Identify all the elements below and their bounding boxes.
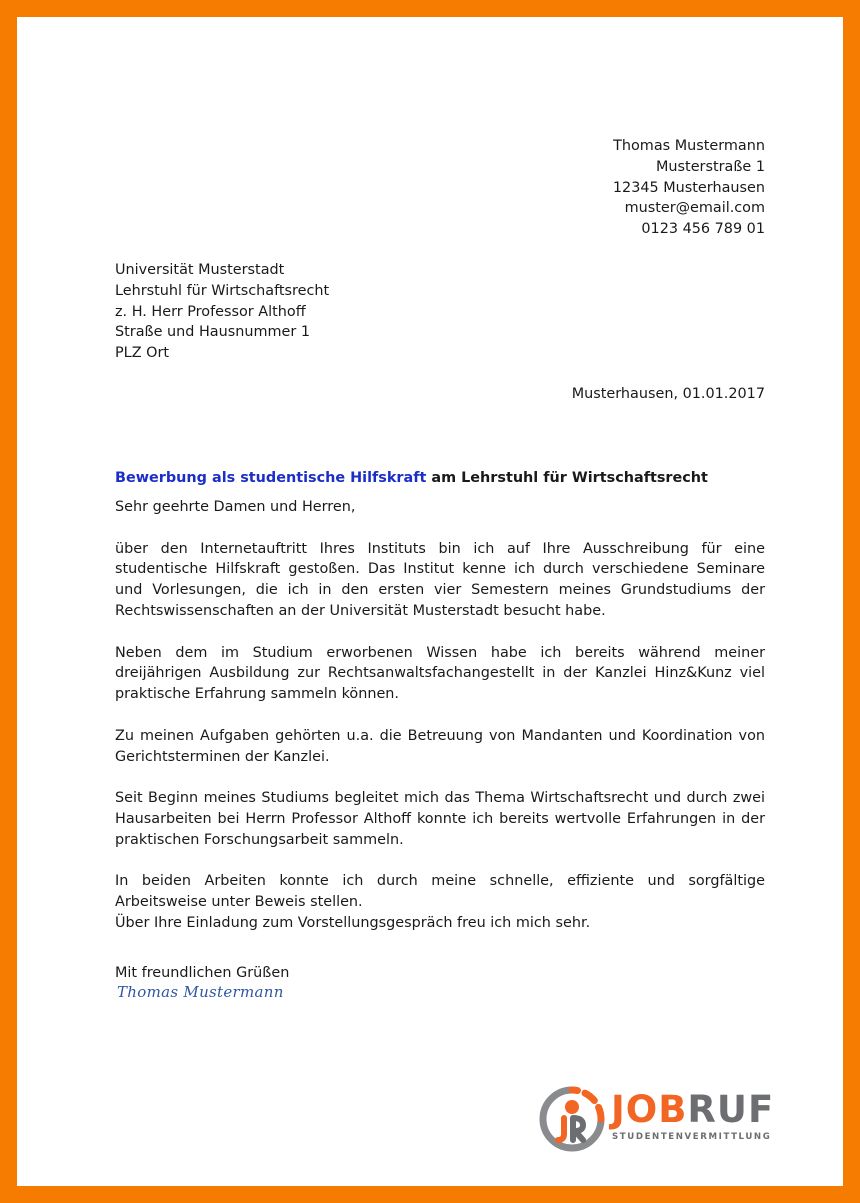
paragraph-2: Neben dem im Studium erworbenen Wissen habe ich bereits während meiner dreijährigen Ausbildung zur Rechtsanwaltsfachangestellt in der Kanzlei Hinz&Kunz viel praktische Erfahrung sammeln können.	[115, 644, 765, 703]
logo-brand-ruf: RUF	[687, 1088, 775, 1131]
jobruf-person-icon	[537, 1084, 607, 1154]
subject-highlight: Bewerbung als studentische Hilfskraft	[115, 470, 427, 486]
subject-rest: am Lehrstuhl für Wirtschaftsrecht	[426, 470, 708, 486]
closing: Mit freundlichen Grüßen	[115, 965, 290, 981]
logo-brand-job: JOB	[611, 1088, 688, 1131]
paragraph-5	[115, 871, 765, 933]
salutation: Sehr geehrte Damen und Herren,	[115, 499, 356, 515]
letter-date: Musterhausen, 01.01.2017	[571, 386, 765, 402]
sender-street: Musterstraße 1	[656, 158, 765, 175]
recipient-address	[115, 260, 329, 364]
paragraph-5b: Über Ihre Einladung zum Vorstellungsgespräch freu ich mich sehr.	[115, 914, 591, 931]
letter-page	[17, 17, 843, 1186]
sender-city: 12345 Musterhausen	[612, 179, 765, 196]
sender-address	[613, 136, 765, 240]
jobruf-logo	[537, 1084, 777, 1154]
handwritten-signature: Thomas Mustermann	[117, 983, 284, 1001]
logo-brand	[611, 1090, 774, 1130]
sender-name: Thomas Mustermann	[613, 138, 765, 154]
paragraph-3: Zu meinen Aufgaben gehörten u.a. die Betreuung von Mandanten und Koordination von Gerichtsterminen der Kanzlei.	[115, 727, 765, 765]
subject-line	[115, 468, 708, 489]
recipient-line-5: PLZ Ort	[115, 345, 170, 362]
logo-tagline: STUDENTENVERMITTLUNG	[612, 1132, 772, 1142]
paragraph-1: über den Internetauftritt Ihres Instituts bin ich auf Ihre Ausschreibung für eine studentische Hilfskraft gestoßen. Das Institut kenne ich durch verschiedene Seminare und Vorlesungen, die ich in den ersten vier Semestern meines Grundstudiums der Rechtswissenschaften an der Universität Musterstadt besucht habe.	[115, 540, 765, 619]
recipient-line-2: Lehrstuhl für Wirtschaftsrecht	[115, 282, 330, 299]
recipient-line-3: z. H. Herr Professor Althoff	[115, 303, 306, 320]
recipient-line-1: Universität Musterstadt	[115, 262, 285, 278]
sender-phone: 0123 456 789 01	[641, 221, 765, 238]
sender-email: muster@email.com	[624, 200, 765, 217]
letter-body	[115, 497, 765, 934]
paragraph-4: Seit Beginn meines Studiums begleitet mich das Thema Wirtschaftsrecht und durch zwei Hausarbeiten bei Herrn Professor Althoff konnte ich bereits wertvolle Erfahrungen in der praktischen Forschungsarbeit sammeln.	[115, 790, 765, 848]
paragraph-5a: In beiden Arbeiten konnte ich durch meine schnelle, effiziente und sorgfältige Arbeitsweise unter Beweis stellen.	[115, 873, 765, 911]
recipient-line-4: Straße und Hausnummer 1	[115, 324, 310, 341]
